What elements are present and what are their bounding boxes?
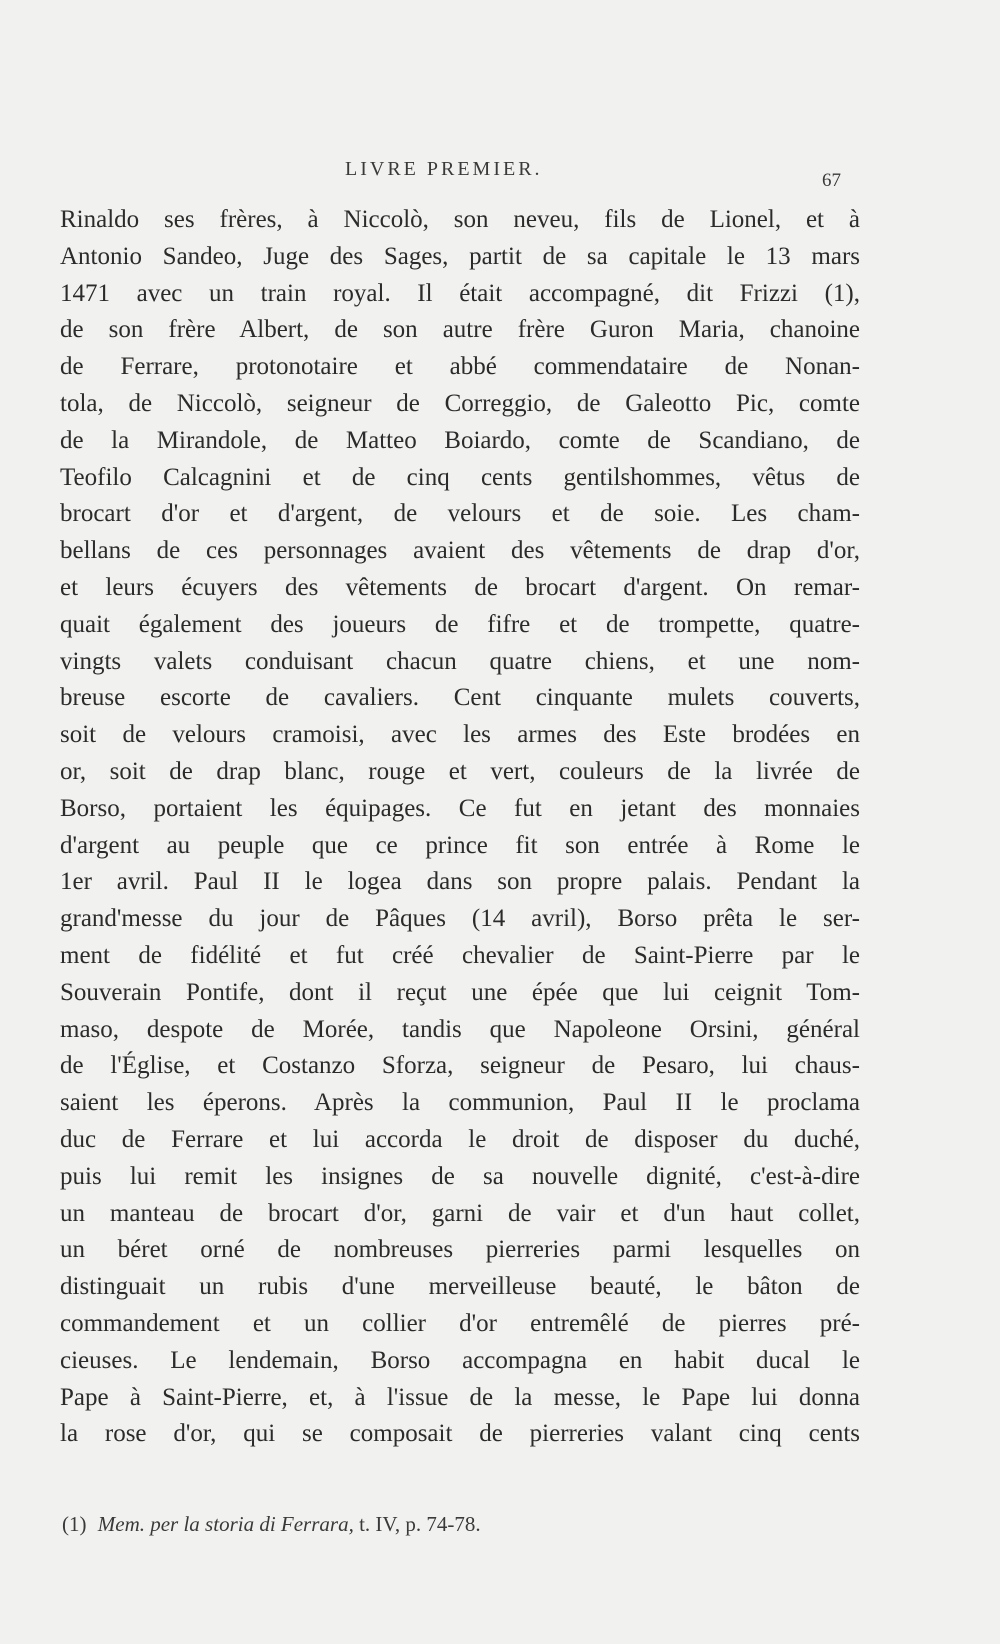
text-line: quait également des joueurs de fifre et de trompette, quatre- bbox=[60, 610, 860, 638]
text-line: 1er avril. Paul II le logea dans son propre palais. Pendant la bbox=[60, 868, 860, 896]
footnote-title: Mem. per la storia di Ferrara, bbox=[97, 1512, 354, 1536]
text-line: Antonio Sandeo, Juge des Sages, partit de sa capitale le 13 mars bbox=[60, 242, 860, 270]
text-line: distinguait un rubis d'une merveilleuse beauté, le bâton de bbox=[60, 1273, 860, 1301]
text-line: Souverain Pontife, dont il reçut une épée que lui ceignit Tom- bbox=[60, 978, 860, 1006]
text-line: bellans de ces personnages avaient des vêtements de drap d'or, bbox=[60, 537, 860, 565]
text-line: vingts valets conduisant chacun quatre chiens, et une nom- bbox=[60, 647, 860, 675]
text-line: brocart d'or et d'argent, de velours et de soie. Les cham- bbox=[60, 500, 860, 528]
footnote bbox=[62, 1512, 622, 1537]
text-line: et leurs écuyers des vêtements de brocart d'argent. On remar- bbox=[60, 573, 860, 601]
footnote-marker: (1) bbox=[62, 1512, 87, 1536]
text-line: de la Mirandole, de Matteo Boiardo, comte de Scandiano, de bbox=[60, 426, 860, 454]
text-line: tola, de Niccolò, seigneur de Correggio, de Galeotto Pic, comte bbox=[60, 389, 860, 417]
text-line: Teofilo Calcagnini et de cinq cents gentilshommes, vêtus de bbox=[60, 463, 860, 491]
text-line: Borso, portaient les équipages. Ce fut en jetant des monnaies bbox=[60, 794, 860, 822]
text-line: saient les éperons. Après la communion, Paul II le proclama bbox=[60, 1089, 860, 1117]
page-header bbox=[60, 158, 860, 198]
text-line: 1471 avec un train royal. Il était accompagné, dit Frizzi (1), bbox=[60, 279, 860, 307]
text-line: de l'Église, et Costanzo Sforza, seigneur de Pesaro, lui chaus- bbox=[60, 1052, 860, 1080]
text-line: or, soit de drap blanc, rouge et vert, couleurs de la livrée de bbox=[60, 757, 860, 785]
text-line: puis lui remit les insignes de sa nouvelle dignité, c'est-à-dire bbox=[60, 1162, 860, 1190]
footnote-reference: t. IV, p. 74-78. bbox=[359, 1512, 481, 1536]
text-line: duc de Ferrare et lui accorda le droit de disposer du duché, bbox=[60, 1125, 860, 1153]
text-line: Rinaldo ses frères, à Niccolò, son neveu, fils de Lionel, et à bbox=[60, 206, 860, 233]
text-line: cieuses. Le lendemain, Borso accompagna en habit ducal le bbox=[60, 1346, 860, 1374]
running-title: LIVRE PREMIER. bbox=[345, 158, 543, 180]
text-line: un béret orné de nombreuses pierreries parmi lesquelles on bbox=[60, 1236, 860, 1264]
text-line: de Ferrare, protonotaire et abbé commendataire de Nonan- bbox=[60, 353, 860, 381]
text-line: ment de fidélité et fut créé chevalier de Saint-Pierre par le bbox=[60, 941, 860, 969]
page-number: 67 bbox=[822, 170, 841, 191]
text-line: commandement et un collier d'or entremêlé de pierres pré- bbox=[60, 1309, 860, 1337]
text-line: un manteau de brocart d'or, garni de vair et d'un haut collet, bbox=[60, 1199, 860, 1227]
text-line: d'argent au peuple que ce prince fit son entrée à Rome le bbox=[60, 831, 860, 859]
text-line: de son frère Albert, de son autre frère Guron Maria, chanoine bbox=[60, 316, 860, 344]
text-line: grand'messe du jour de Pâques (14 avril), Borso prêta le ser- bbox=[60, 905, 860, 933]
text-line: soit de velours cramoisi, avec les armes des Este brodées en bbox=[60, 721, 860, 749]
text-line: maso, despote de Morée, tandis que Napoleone Orsini, général bbox=[60, 1015, 860, 1043]
text-line: breuse escorte de cavaliers. Cent cinquante mulets couverts, bbox=[60, 684, 860, 712]
body-text bbox=[60, 202, 860, 1453]
text-line: la rose d'or, qui se composait de pierreries valant cinq cents bbox=[60, 1420, 860, 1448]
text-line: Pape à Saint-Pierre, et, à l'issue de la messe, le Pape lui donna bbox=[60, 1383, 860, 1411]
